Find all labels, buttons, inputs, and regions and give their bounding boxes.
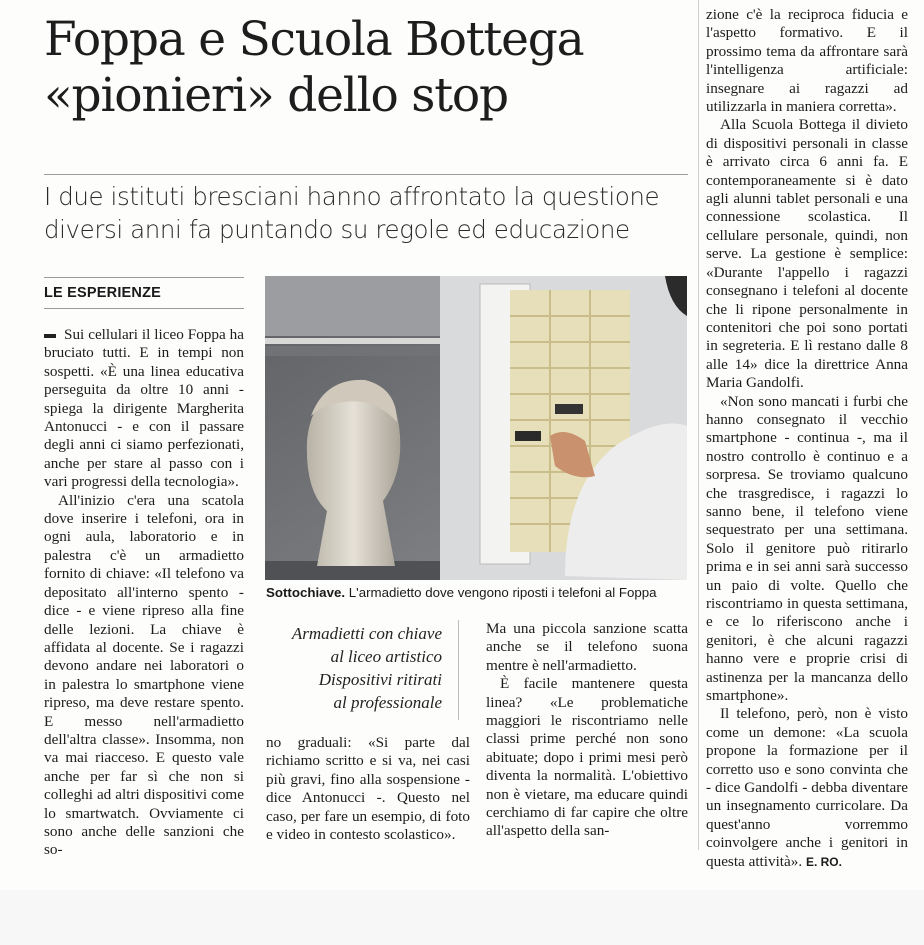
column-divider: [698, 0, 699, 850]
section-rule-top: [44, 277, 244, 278]
section-rule-bottom: [44, 308, 244, 309]
subheadline: [44, 180, 694, 246]
article-column-1: [44, 326, 244, 860]
article-column-2: [266, 734, 470, 844]
col1-paragraph-1: Sui cellulari il liceo Foppa ha bruciato tutti. E in tempi non sospetti. «È una linea educativa perseguita da oltre 10 anni - spiega la dirigente Margherita Antonucci - e con il passare degli anni ci siamo perfezionati, anche per stare al passo con i vari progressi della tecnologia».: [44, 326, 244, 491]
pull-quote-line-3: Dispositivi ritirati: [318, 670, 442, 689]
photo-caption: [266, 585, 657, 600]
col4-paragraph-3: «Non sono mancati i furbi che hanno consegnato il vecchio smartphone - continua -, ma il nostro controllo è continuo e a sorpresa. Se troviamo qualcuno che trasgredisce, i ragazzi lo sanno bene, il telefono viene sequestrato per una settimana. Solo il genitore può ritirarlo prima e in sei anni sarà successo un paio di volte. Quello che riscontriamo in questa settimana, e ce lo riferiscono anche i genitori, è che alcuni ragazzi hanno vere e proprie crisi di astinenza per la mancanza dello smartphone».: [706, 392, 908, 705]
headline-line-1: Foppa e Scuola Bottega: [44, 12, 584, 67]
subheadline-line-1: I due istituti bresciani hanno affrontato la questione: [44, 182, 660, 211]
headline-line-2: «pionieri» dello stop: [44, 68, 508, 123]
pull-quote-line-1: Armadietti con chiave: [291, 624, 442, 643]
col4-paragraph-4: Il telefono, però, non è visto come un demone: «La scuola propone la formazione per il corretto uso e sono convinta che - dice Gandolfi - debba diventare un insegnamento curricolare. Da quest'anno vorremmo coinvolgere anche i genitori in questa attività».: [706, 705, 908, 870]
pull-quote-line-4: al professionale: [333, 693, 442, 712]
lead-bullet-marker: [44, 334, 56, 338]
caption-lead: Sottochiave.: [266, 585, 346, 600]
photo-illustration: [265, 276, 687, 580]
pull-quote: [268, 622, 442, 714]
paragraph: [706, 705, 908, 871]
col2-paragraph-1: no graduali: «Si parte dal richiamo scritto e si va, nei casi più gravi, fino alla sospensione - dice Antonucci -. Questo nel caso, per fare un esempio, di foto e video in contesto scolastico».: [266, 734, 470, 844]
col3-paragraph-2: È facile mantenere questa linea? «Le problematiche maggiori le riscontriamo nelle classi prime perché non sono abituate; dopo i primi mesi però diventa la normalità. L'obiettivo non è vietare, ma educare quindi cerchiamo di far capire che oltre all'aspetto della san-: [486, 675, 688, 840]
author-signature: E. RO.: [805, 854, 842, 869]
subheadline-line-2: diversi anni fa puntando su regole ed educazione: [44, 215, 630, 244]
pull-quote-divider: [458, 620, 459, 720]
pull-quote-line-2: al liceo artistico: [330, 647, 442, 666]
headline-rule: [44, 174, 688, 175]
article-column-4: [706, 6, 908, 871]
paragraph: [44, 326, 244, 492]
section-label: LE ESPERIENZE: [44, 285, 162, 301]
col4-paragraph-2: Alla Scuola Bottega il divieto di dispositivi personali in classe è arrivato circa 6 anni fa. E contemporaneamente si è dato agli alunni tablet personali e una connessione scolastica. Il cellulare personale, quindi, non serve. La gestione è semplice: «Durante l'appello i ragazzi consegnano i telefoni al docente che li ripone personalmente in contenitori che poi sono portati in segreteria. E lì restano dalle 8 alle 14» dice la direttrice Anna Maria Gandolfi.: [706, 116, 908, 392]
headline: [44, 12, 684, 124]
article-photo: [265, 276, 687, 580]
col3-paragraph-1: Ma una piccola sanzione scatta anche se il telefono suona mentre è nell'armadietto.: [486, 620, 688, 674]
col1-paragraph-2: All'inizio c'era una scatola dove inserire i telefoni, ora in ogni aula, laboratorio e in palestra c'è un armadietto fornito di chiave: «Il telefono va depositato all'interno spento - dice - e viene ripreso alla fine delle lezioni. La chiave è affidata al docente. Se i ragazzi devono andare nei laboratori o in palestra lo smartphone viene ripreso, ma deve restare spento. E messo nell'armadietto dell'altra classe». Insomma, non va mai riacceso. E questo vale anche per far sì che non si colleghi ad altri dispositivi come lo smartwatch. Ovviamente ci sono anche delle sanzioni che so-: [44, 491, 244, 859]
col4-paragraph-1: zione c'è la reciproca fiducia e l'aspetto formativo. E il prossimo tema da affrontare sarà l'intelligenza artificiale: insegnare ai ragazzi ad utilizzarla in maniera corretta».: [706, 6, 908, 116]
caption-text: L'armadietto dove vengono riposti i telefoni al Foppa: [345, 585, 657, 600]
article-column-3: [486, 620, 688, 841]
